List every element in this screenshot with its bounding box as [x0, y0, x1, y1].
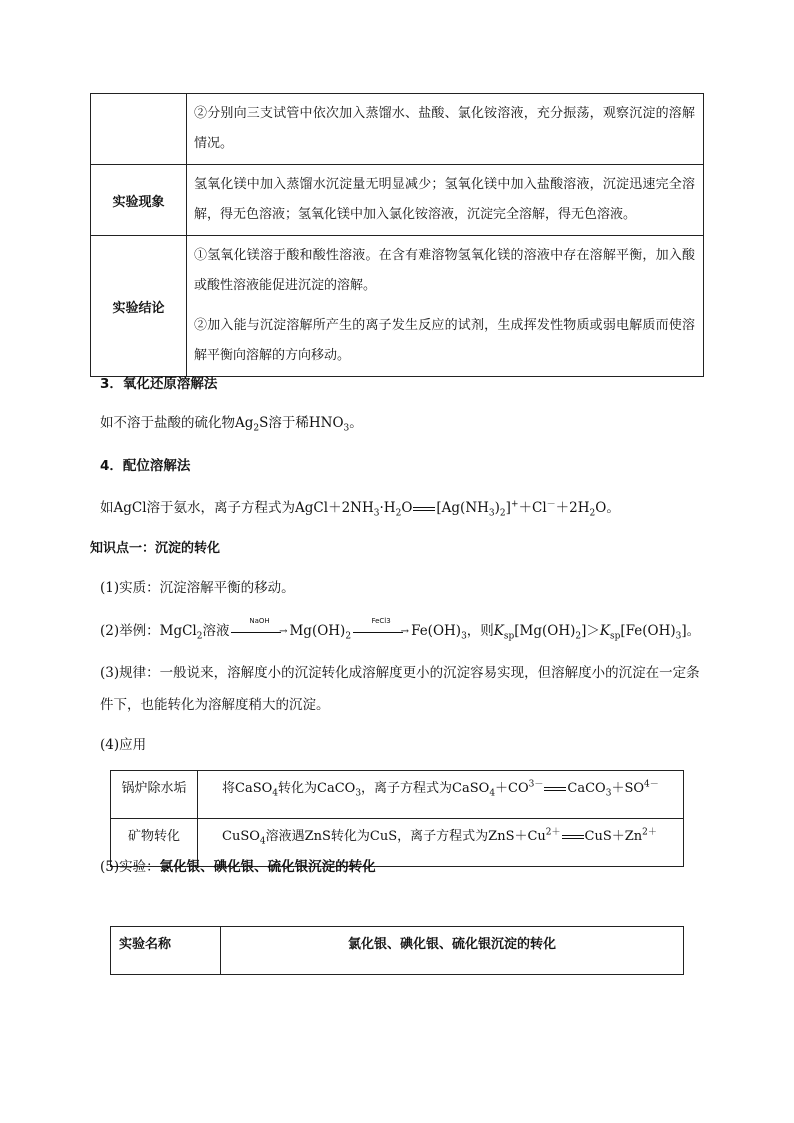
mineral-label: 矿物转化: [111, 819, 198, 867]
experiment-name-label: 实验名称: [111, 927, 221, 975]
knowledge-heading: 知识点一：沉淀的转化: [90, 541, 221, 556]
step-2-cell: ②分别向三支试管中依次加入蒸馏水、盐酸、氯化铵溶液，充分振荡，观察沉淀的溶解情况。: [187, 94, 704, 165]
experiment-name-value: 氯化银、碘化银、硫化银沉淀的转化: [221, 927, 684, 975]
phenomenon-text: 氢氧化镁中加入蒸馏水沉淀量无明显减少；氢氧化镁中加入盐酸溶液，沉淀迅速完全溶解，得无色溶液；氢氧化镁中加入氯化铵溶液，沉淀完全溶解，得无色溶液。: [187, 165, 704, 236]
table-row: [111, 771, 684, 819]
essence-text: (1)实质：沉淀溶解平衡的移动。: [100, 580, 295, 596]
reaction-arrow-2: FeCl3 →: [353, 625, 409, 639]
empty-label-cell: [91, 94, 187, 165]
conclusion-1: ①氢氧化镁溶于酸和酸性溶液。在含有难溶物氢氧化镁的溶液中存在溶解平衡，加入酸或酸性溶液能促进沉淀的溶解。: [194, 248, 695, 293]
phenomenon-label: 实验现象: [91, 165, 187, 236]
table-row: [111, 927, 684, 975]
application-label: (4)应用: [100, 737, 147, 753]
boiler-label: 锅炉除水垢: [111, 771, 198, 819]
equals-sign: [544, 787, 566, 791]
application-table: [110, 770, 684, 867]
redox-text: 如不溶于盐酸的硫化物$Ag_2S$溶于稀$HNO_3$。: [100, 415, 363, 434]
complex-heading: 4．配位溶解法: [100, 458, 191, 474]
redox-heading: 3．氧化还原溶解法: [100, 376, 218, 392]
rule-paragraph: (3)规律：一般说来，溶解度小的沉淀转化成溶解度更小的沉淀容易实现，但溶解度小的沉淀在一定条件下，也能转化为溶解度稍大的沉淀。: [100, 665, 700, 713]
table-row: [91, 236, 704, 377]
equals-sign: [413, 507, 435, 511]
conclusion-text: [187, 236, 704, 377]
complex-equation: 如AgCl溶于氨水，离子方程式为$AgCl+2NH_3\cdot H_2O$ $[Ag(NH_3)_2]^++Cl^-+2H_2O$。: [100, 499, 620, 519]
table-row: [91, 94, 704, 165]
example-text: (2)举例：MgCl$_2$溶液 NaOH → $Mg(OH)_2$ FeCl3 → $Fe(OH)_3$，则$K_{sp}[Mg(OH)_2]>K_{sp}[Fe(OH)_3]$。: [100, 616, 701, 642]
experiment-line: (5)实验：氯化银、碘化银、硫化银沉淀的转化: [100, 859, 376, 875]
conclusion-2: ②加入能与沉淀溶解所产生的离子发生反应的试剂，生成挥发性物质或弱电解质而使溶解平衡向溶解的方向移动。: [194, 318, 695, 363]
mineral-content: CuSO$_4$溶液遇ZnS转化为CuS，离子方程式为$ZnS+Cu^{2+}$ $CuS+Zn^{2+}$: [198, 819, 684, 867]
boiler-content: 将CaSO$_4$转化为CaCO$_3$，离子方程式为$CaSO_4+CO^{3-}$ $CaCO_3+SO^{4-}$: [198, 771, 684, 819]
table-row: [91, 165, 704, 236]
experiment-table: [90, 93, 704, 377]
reaction-arrow-1: NaOH →: [231, 625, 287, 639]
experiment-name-table: [110, 926, 684, 975]
equals-sign: [562, 835, 584, 839]
conclusion-label: 实验结论: [91, 236, 187, 377]
